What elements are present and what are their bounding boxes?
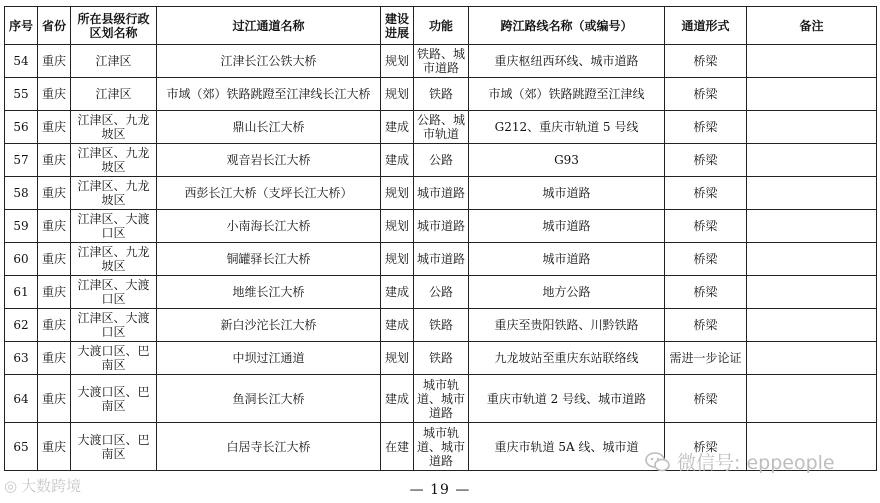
cell-form: 桥梁 [665,210,747,243]
table-row [5,78,877,111]
cell-province: 重庆 [38,342,71,375]
cell-note [747,177,877,210]
cell-district: 江津区、九龙坡区 [71,243,157,276]
cell-form: 桥梁 [665,243,747,276]
cell-name: 西彭长江大桥（支坪长江大桥） [157,177,381,210]
table-row [5,45,877,78]
cell-route: 城市道路 [469,243,665,276]
watermark-left-text: 大数跨境 [21,477,82,495]
cell-note [747,78,877,111]
watermark-right [645,448,835,475]
cell-form: 桥梁 [665,423,747,471]
cell-form: 桥梁 [665,45,747,78]
cell-district: 江津区、大渡口区 [71,210,157,243]
page-number: — 19 — [409,482,471,498]
cell-note [747,375,877,423]
cell-status: 在建 [381,423,414,471]
cell-note [747,111,877,144]
cell-no: 65 [5,423,38,471]
table-row [5,144,877,177]
cell-form: 桥梁 [665,78,747,111]
cell-route: G212、重庆市轨道 5 号线 [469,111,665,144]
cell-province: 重庆 [38,177,71,210]
cell-district: 大渡口区、巴南区 [71,375,157,423]
crossing-table [4,6,877,471]
cell-note [747,309,877,342]
cell-function: 城市轨道、城市道路 [414,375,469,423]
cell-function: 城市道路 [414,177,469,210]
cell-district: 江津区、九龙坡区 [71,144,157,177]
table-row [5,177,877,210]
header-cell-no: 序号 [5,7,38,45]
cell-district: 江津区、九龙坡区 [71,111,157,144]
cell-no: 61 [5,276,38,309]
header-cell-status: 建设进展 [381,7,414,45]
watermark-right-text: 微信号: eppeople [677,452,835,474]
cell-status: 规划 [381,78,414,111]
header-cell-district: 所在县级行政区划名称 [71,7,157,45]
cell-route: 九龙坡站至重庆东站联络线 [469,342,665,375]
header-row [5,7,877,45]
cell-no: 62 [5,309,38,342]
cell-name: 中坝过江通道 [157,342,381,375]
cell-note [747,276,877,309]
cell-district: 大渡口区、巴南区 [71,423,157,471]
cell-route: G93 [469,144,665,177]
cell-province: 重庆 [38,309,71,342]
cell-province: 重庆 [38,243,71,276]
cell-function: 铁路、城市道路 [414,45,469,78]
cell-province: 重庆 [38,375,71,423]
table-row [5,309,877,342]
header-cell-function: 功能 [414,7,469,45]
header-cell-province: 省份 [38,7,71,45]
cell-no: 59 [5,210,38,243]
watermark-logo-icon: ◎ [4,476,18,495]
cell-district: 江津区 [71,45,157,78]
table-row [5,342,877,375]
cell-district: 大渡口区、巴南区 [71,342,157,375]
cell-note [747,45,877,78]
table-row [5,243,877,276]
cell-route: 市域（郊）铁路跳蹬至江津线 [469,78,665,111]
header-cell-form: 通道形式 [665,7,747,45]
table-row [5,111,877,144]
cell-note [747,144,877,177]
cell-status: 建成 [381,375,414,423]
cell-name: 江津长江公铁大桥 [157,45,381,78]
cell-no: 58 [5,177,38,210]
cell-district: 江津区、大渡口区 [71,309,157,342]
cell-status: 规划 [381,177,414,210]
cell-form: 桥梁 [665,276,747,309]
cell-no: 55 [5,78,38,111]
wechat-icon [645,452,671,472]
cell-province: 重庆 [38,45,71,78]
cell-name: 观音岩长江大桥 [157,144,381,177]
cell-form: 桥梁 [665,177,747,210]
cell-district: 江津区 [71,78,157,111]
cell-no: 57 [5,144,38,177]
cell-form: 桥梁 [665,309,747,342]
cell-status: 规划 [381,210,414,243]
cell-route: 地方公路 [469,276,665,309]
cell-form: 桥梁 [665,375,747,423]
cell-no: 60 [5,243,38,276]
cell-name: 新白沙沱长江大桥 [157,309,381,342]
cell-province: 重庆 [38,276,71,309]
cell-status: 建成 [381,144,414,177]
cell-no: 64 [5,375,38,423]
cell-note [747,342,877,375]
cell-function: 铁路 [414,342,469,375]
cell-province: 重庆 [38,423,71,471]
cell-status: 建成 [381,309,414,342]
cell-no: 56 [5,111,38,144]
cell-function: 公路 [414,276,469,309]
cell-status: 规划 [381,45,414,78]
cell-function: 铁路 [414,78,469,111]
watermark-left [4,475,81,496]
cell-status: 建成 [381,111,414,144]
cell-province: 重庆 [38,210,71,243]
cell-route: 重庆市轨道 2 号线、城市道路 [469,375,665,423]
cell-name: 市域（郊）铁路跳蹬至江津线长江大桥 [157,78,381,111]
cell-no: 54 [5,45,38,78]
cell-status: 建成 [381,276,414,309]
cell-function: 铁路 [414,309,469,342]
header-cell-note: 备注 [747,7,877,45]
cell-no: 63 [5,342,38,375]
cell-form: 桥梁 [665,144,747,177]
cell-function: 城市轨道、城市道路 [414,423,469,471]
cell-district: 江津区、大渡口区 [71,276,157,309]
header-cell-name: 过江通道名称 [157,7,381,45]
cell-district: 江津区、九龙坡区 [71,177,157,210]
cell-route: 重庆市轨道 5A 线、城市道 [469,423,665,471]
cell-status: 规划 [381,243,414,276]
cell-route: 城市道路 [469,210,665,243]
cell-name: 白居寺长江大桥 [157,423,381,471]
cell-note [747,243,877,276]
table-row [5,210,877,243]
cell-function: 城市道路 [414,243,469,276]
cell-province: 重庆 [38,111,71,144]
cell-province: 重庆 [38,144,71,177]
cell-name: 铜罐驿长江大桥 [157,243,381,276]
cell-function: 公路 [414,144,469,177]
cell-name: 鼎山长江大桥 [157,111,381,144]
cell-form: 桥梁 [665,111,747,144]
cell-function: 公路、城市轨道 [414,111,469,144]
cell-note [747,210,877,243]
cell-status: 规划 [381,342,414,375]
cell-route: 重庆枢纽西环线、城市道路 [469,45,665,78]
cell-province: 重庆 [38,78,71,111]
cell-name: 小南海长江大桥 [157,210,381,243]
cell-name: 鱼洞长江大桥 [157,375,381,423]
cell-function: 城市道路 [414,210,469,243]
cell-name: 地维长江大桥 [157,276,381,309]
header-cell-route: 跨江路线名称（或编号） [469,7,665,45]
cell-form: 需进一步论证 [665,342,747,375]
cell-route: 重庆至贵阳铁路、川黔铁路 [469,309,665,342]
cell-route: 城市道路 [469,177,665,210]
table-row [5,276,877,309]
table-row [5,375,877,423]
